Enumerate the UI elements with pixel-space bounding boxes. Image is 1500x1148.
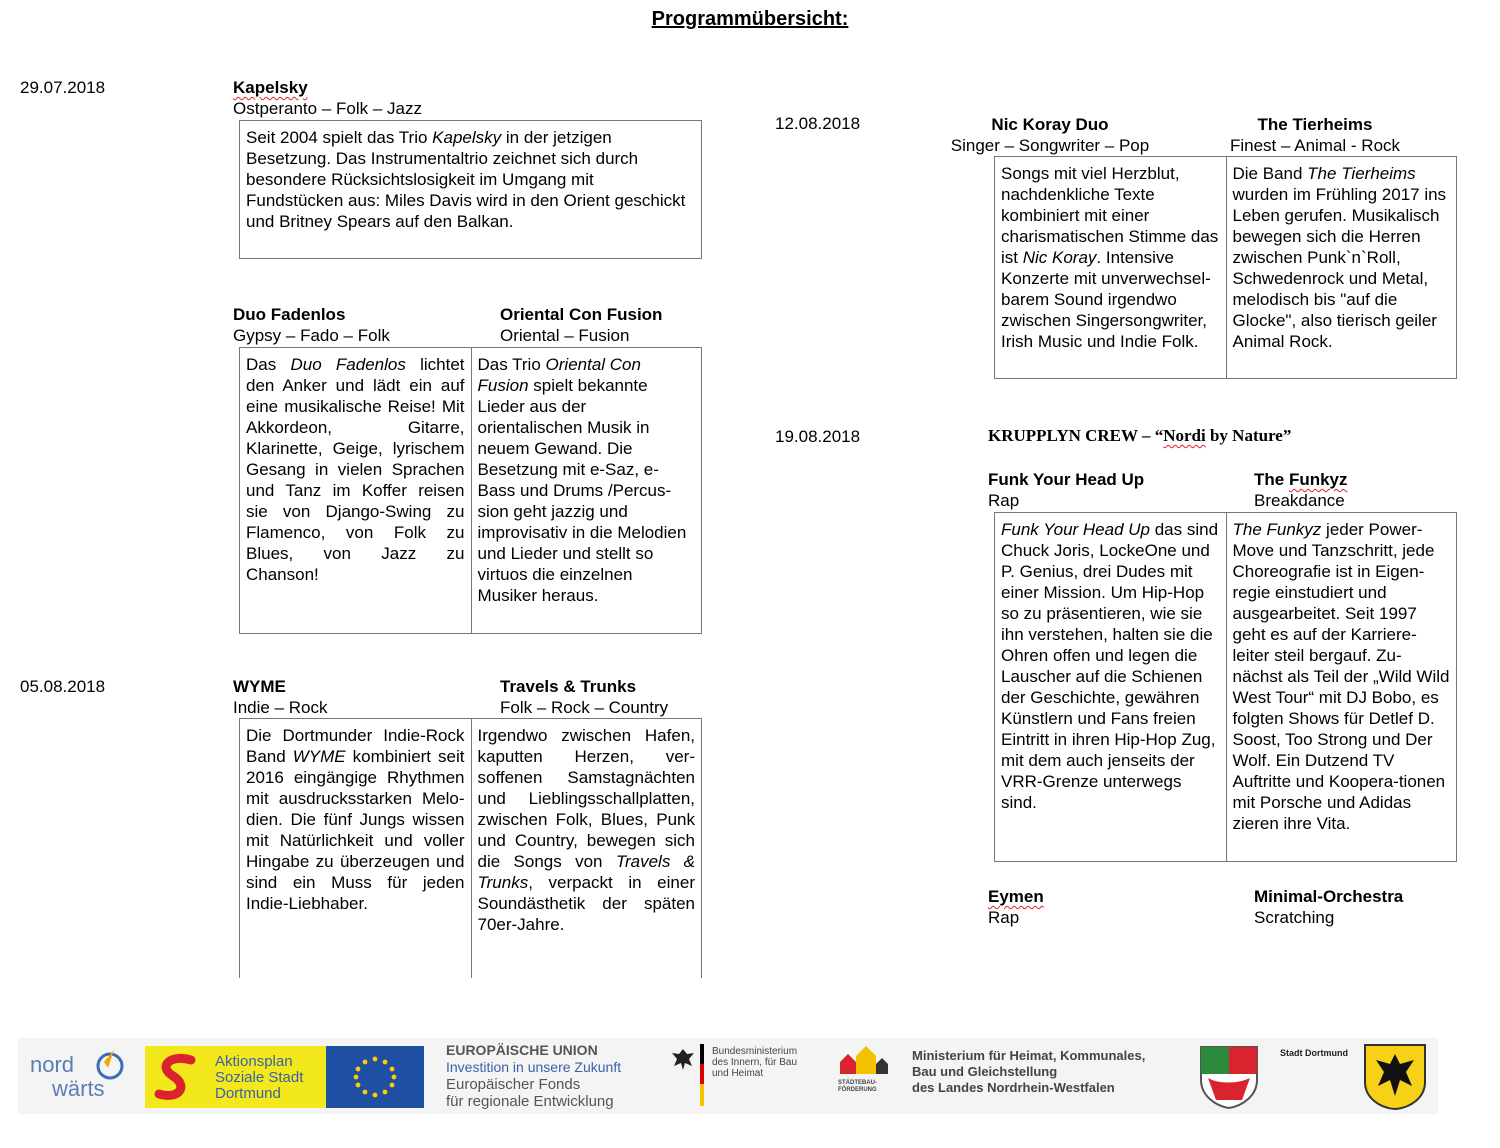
act-name: Kapelsky xyxy=(233,78,308,97)
s-emblem-icon xyxy=(151,1052,207,1102)
mhkbg-text: Ministerium für Heimat, Kommunales, Bau und Gleichstellung des Landes Nordrhein-Westfalen xyxy=(912,1048,1146,1095)
act-name: Oriental Con Fusion xyxy=(500,305,663,324)
act-oriental-header xyxy=(500,304,662,346)
date-label: 29.07.2018 xyxy=(20,78,106,97)
act-funk-header xyxy=(988,469,1144,511)
act-genre: Oriental – Fusion xyxy=(500,326,630,345)
compass-icon xyxy=(92,1048,128,1082)
dortmund-coat-of-arms-icon xyxy=(1362,1042,1428,1110)
act-genre: Breakdance xyxy=(1254,491,1345,510)
page-title: Programmübersicht: xyxy=(651,8,849,30)
act-koray-header xyxy=(935,114,1165,156)
act-funkyz-header xyxy=(1254,469,1348,511)
nrw-coat-of-arms-icon xyxy=(1198,1044,1260,1110)
act-genre: Rap xyxy=(988,491,1020,510)
bmi-logo: Bundesministerium des Innern, für Bau und Heimat xyxy=(670,1044,810,1108)
act-genre: Rap xyxy=(988,908,1020,927)
act-eymen-header xyxy=(988,886,1044,928)
act-name: Minimal-Orchestra xyxy=(1254,887,1404,906)
event-title: KRUPPLYN CREW – “Nordi by Nature” xyxy=(988,426,1292,445)
federal-eagle-icon xyxy=(670,1046,696,1072)
description-text: Seit 2004 spielt das Trio Kapelsky in der jetzigen Besetzung. Das Instrumentaltrio zeichnet sich durch besondere Rücksichtslosigkeit im Umgang mit Fundstücken aus: Miles Davis wird in den Orient geschickt und Britney Spears auf den Balkan. xyxy=(246,128,686,231)
aktionsplan-logo: Aktionsplan Soziale Stadt Dortmund xyxy=(145,1046,328,1108)
date-label: 19.08.2018 xyxy=(775,427,861,446)
sponsor-logo-strip xyxy=(18,1038,1438,1114)
act-name: The Tierheims xyxy=(1257,115,1373,134)
description-text: Songs mit viel Herzblut, nachdenkliche Texte kombiniert mit einer charismatischen Stimme das ist Nic Koray. Intensive Konzerte mit unverwechsel-barem Sound irgendwo zwischen Singersongwriter, Irish Music und Indie Folk. xyxy=(1001,164,1219,351)
act-genre: Singer – Songwriter – Pop xyxy=(950,136,1150,155)
act-kapelsky-header xyxy=(233,77,422,119)
act-name: Travels & Trunks xyxy=(500,677,637,696)
act-name: The Funkyz xyxy=(1254,470,1348,489)
act-genre: Indie – Rock xyxy=(233,698,328,717)
act-genre: Ostperanto – Folk – Jazz xyxy=(233,99,422,118)
houses-icon xyxy=(838,1044,888,1076)
act-genre: Scratching xyxy=(1254,908,1335,927)
act-genre: Finest – Animal - Rock xyxy=(1229,136,1401,155)
description-text: Die Band The Tierheims wurden im Frühling 2017 ins Leben gerufen. Musikalisch bewegen sich die Herren zwischen Punk`n`Roll, Schwedenrock und Metal, melodisch bis "auf die Glocke", also tierisch geiler Animal Rock. xyxy=(1226,157,1457,378)
dortmund-text: Stadt Dortmund xyxy=(1280,1048,1348,1058)
eu-flag-icon xyxy=(326,1046,424,1108)
act-name: WYME xyxy=(233,677,286,696)
act-pair-description xyxy=(239,718,702,978)
act-minimal-header xyxy=(1254,886,1403,928)
eu-fund-text: EUROPÄISCHE UNION Investition in unsere Zukunft Europäischer Fonds für regionale Entwicklung xyxy=(446,1042,622,1110)
act-kapelsky-description xyxy=(239,120,702,259)
act-travels-header xyxy=(500,676,668,718)
act-name: Nic Koray Duo xyxy=(991,115,1109,134)
act-fadenlos-header xyxy=(233,304,390,346)
act-genre: Folk – Rock – Country xyxy=(500,698,669,717)
description-text: Funk Your Head Up das sind Chuck Joris, LockeOne und P. Genius, drei Dudes mit einer Mission. Um Hip-Hop so zu präsentieren, wie sie ihn verstehen, halten sie die Ohren offen und legen die Lauscher auf die Schienen der Geschichte, gewähren Künstlern und Fans freien Eintritt in ihren Hip-Hop Zug, mit dem auch jenseits der VRR-Grenze unterwegs sind. xyxy=(1001,520,1219,812)
act-name: Duo Fadenlos xyxy=(233,305,346,324)
date-label: 05.08.2018 xyxy=(20,677,106,696)
date-label: 12.08.2018 xyxy=(775,114,861,133)
act-tierheims-header xyxy=(1200,114,1430,156)
act-genre: Gypsy – Fado – Folk xyxy=(233,326,390,345)
description-text: The Funkyz jeder Power-Move und Tanzschritt, jede Choreografie ist in Eigen-regie einstudiert und ausgearbeitet. Seit 1997 geht es auf der Karriere-leiter steil bergauf. Zu-nächst als Teil der „Wild Wild West Tour“ mit DJ Bobo, es folgten Shows für Detlef D. Soost, Too Strong und Der Wolf. Ein Dutzend TV Auftritte und Koopera-tionen mit Porsche und Adidas zieren ihre Vita. xyxy=(1226,513,1457,861)
act-name: Eymen xyxy=(988,887,1044,906)
act-pair-description xyxy=(994,156,1457,379)
description-text: Das Duo Fadenlos lichtet den Anker und lädt ein auf eine musikalische Reise! Mit Akkordeon, Gitarre, Klarinette, Geige, lyrischem Gesang in vielen Sprachen und Tanz im Koffer reisen sie von Django-Swing zu Flamenco, von Folk zu Blues, von Jazz zu Chanson! xyxy=(246,355,465,584)
description-text: Die Dortmunder Indie-Rock Band WYME kombiniert seit 2016 eingängige Rhythmen mit ausdrucksstarken Melo-dien. Die fünf Jungs wissen mit Natürlichkeit und voller Hingabe zu überzeugen und sind ein Muss für jeden Indie-Liebhaber. xyxy=(246,726,465,913)
nordwaerts-logo: nord wärts xyxy=(30,1052,140,1104)
description-text: Irgendwo zwischen Hafen, kaputten Herzen, ver-soffenen Samstagnächten und Lieblingsschallplatten, zwischen Folk, Blues, Punk und Country, bewegen sich die Songs von Travels & Trunks, verpackt in einer Soundästhetik der späten 70er-Jahre. xyxy=(471,719,702,978)
act-pair-description xyxy=(239,347,702,634)
act-pair-description xyxy=(994,512,1457,862)
act-name: Funk Your Head Up xyxy=(988,470,1145,489)
act-wyme-header xyxy=(233,676,328,718)
staedtebau-logo: STÄDTEBAU- FÖRDERUNG xyxy=(838,1044,890,1108)
description-text: Das Trio Oriental Con Fusion spielt bekannte Lieder aus der orientalischen Musik in neuem Gewand. Die Besetzung mit e-Saz, e-Bass und Drums /Percus-sion geht jazzig und improvisativ in die Melodien und Lieder und stellt so virtuos die einzelnen Musiker heraus. xyxy=(471,348,702,633)
